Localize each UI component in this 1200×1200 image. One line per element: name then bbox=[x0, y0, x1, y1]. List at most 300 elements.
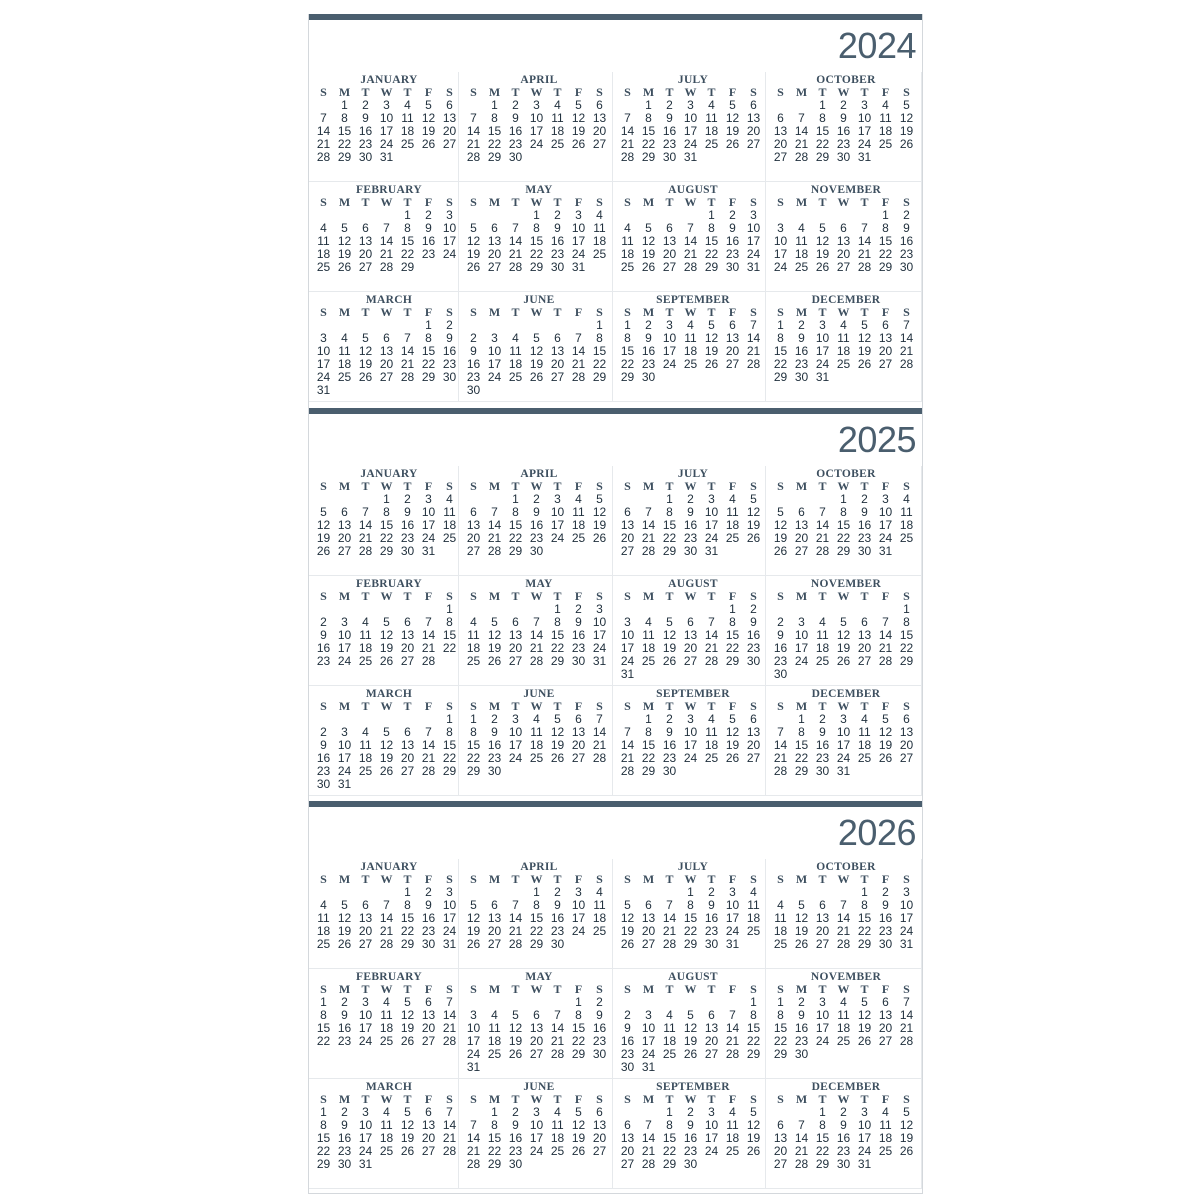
day-cell: 6 bbox=[512, 615, 519, 629]
day-cell: 11 bbox=[572, 505, 585, 519]
day-cell: 12 bbox=[746, 505, 761, 519]
day-cell: 14 bbox=[508, 911, 523, 925]
day-cell: 7 bbox=[446, 995, 453, 1009]
day-cell: 8 bbox=[687, 898, 694, 912]
day-cell: 4 bbox=[533, 712, 540, 726]
day-cell: 6 bbox=[624, 1118, 631, 1132]
day-cell: 11 bbox=[593, 898, 606, 912]
day-cell: 4 bbox=[903, 492, 910, 506]
weekday-label: T bbox=[860, 479, 869, 493]
day-cell: 25 bbox=[529, 751, 544, 765]
day-cell: 16 bbox=[571, 628, 586, 642]
day-cell: 1 bbox=[320, 1105, 327, 1119]
day-cell: 5 bbox=[425, 98, 432, 112]
day-cell: 28 bbox=[878, 654, 893, 668]
day-cell: 17 bbox=[725, 911, 740, 925]
day-cell: 11 bbox=[747, 898, 760, 912]
day-cell: 11 bbox=[593, 221, 606, 235]
weekday-label: M bbox=[795, 699, 808, 713]
weekday-label: W bbox=[837, 982, 850, 996]
day-cell: 18 bbox=[571, 518, 586, 532]
day-cell: 6 bbox=[819, 898, 826, 912]
day-cell: 21 bbox=[550, 1034, 565, 1048]
month-name: APRIL bbox=[520, 74, 558, 86]
day-cell: 24 bbox=[773, 260, 788, 274]
day-cell: 15 bbox=[878, 234, 893, 248]
day-cell: 21 bbox=[794, 137, 809, 151]
weekday-label: S bbox=[320, 699, 327, 713]
day-cell: 3 bbox=[341, 725, 348, 739]
month-october bbox=[766, 72, 922, 182]
day-cell: 14 bbox=[815, 518, 830, 532]
day-grid bbox=[463, 590, 613, 668]
day-cell: 20 bbox=[857, 641, 872, 655]
day-cell: 24 bbox=[508, 751, 523, 765]
day-cell: 8 bbox=[882, 221, 889, 235]
day-cell: 11 bbox=[705, 111, 718, 125]
day-cell: 12 bbox=[620, 911, 635, 925]
day-cell: 19 bbox=[316, 531, 331, 545]
day-grid bbox=[770, 590, 920, 681]
day-cell: 29 bbox=[815, 150, 830, 164]
day-cell: 9 bbox=[512, 111, 519, 125]
day-cell: 11 bbox=[774, 911, 787, 925]
day-cell: 27 bbox=[620, 544, 635, 558]
day-cell: 3 bbox=[512, 712, 519, 726]
day-cell: 19 bbox=[662, 641, 677, 655]
weekday-label: S bbox=[777, 982, 784, 996]
day-cell: 11 bbox=[837, 331, 850, 345]
day-cell: 25 bbox=[773, 937, 788, 951]
day-cell: 4 bbox=[861, 712, 868, 726]
weekday-label: W bbox=[684, 195, 697, 209]
day-cell: 26 bbox=[466, 260, 481, 274]
day-cell: 15 bbox=[641, 738, 656, 752]
day-cell: 12 bbox=[529, 344, 544, 358]
day-cell: 20 bbox=[400, 751, 415, 765]
day-cell: 17 bbox=[836, 738, 851, 752]
weekday-label: W bbox=[684, 85, 697, 99]
weekday-label: T bbox=[818, 479, 827, 493]
weekday-label: F bbox=[574, 699, 583, 713]
day-cell: 26 bbox=[421, 137, 436, 151]
day-grid bbox=[313, 873, 463, 951]
weekday-label: F bbox=[574, 305, 583, 319]
day-cell: 14 bbox=[641, 518, 656, 532]
day-cell: 19 bbox=[725, 124, 740, 138]
weekday-label: W bbox=[684, 479, 697, 493]
day-cell: 9 bbox=[554, 898, 561, 912]
day-cell: 18 bbox=[683, 344, 698, 358]
day-cell: 24 bbox=[878, 531, 893, 545]
day-cell: 4 bbox=[750, 885, 757, 899]
weekday-label: T bbox=[361, 982, 370, 996]
day-cell: 23 bbox=[316, 764, 331, 778]
day-cell: 30 bbox=[662, 764, 677, 778]
month-name: APRIL bbox=[520, 861, 558, 873]
month-name: JANUARY bbox=[360, 468, 418, 480]
day-cell: 12 bbox=[773, 518, 788, 532]
day-cell: 11 bbox=[705, 725, 718, 739]
day-cell: 2 bbox=[687, 1105, 694, 1119]
month-name: JUNE bbox=[523, 294, 555, 306]
day-cell: 12 bbox=[316, 518, 331, 532]
day-cell: 23 bbox=[857, 531, 872, 545]
day-cell: 19 bbox=[857, 344, 872, 358]
day-cell: 6 bbox=[425, 1105, 432, 1119]
month-january bbox=[309, 72, 459, 182]
day-cell: 25 bbox=[704, 751, 719, 765]
day-cell: 22 bbox=[899, 641, 914, 655]
day-cell: 6 bbox=[404, 725, 411, 739]
day-cell: 16 bbox=[794, 344, 809, 358]
day-cell: 1 bbox=[512, 492, 519, 506]
day-cell: 29 bbox=[400, 937, 415, 951]
day-grid bbox=[463, 700, 613, 778]
day-cell: 13 bbox=[815, 911, 830, 925]
day-cell: 1 bbox=[554, 602, 561, 616]
day-cell: 7 bbox=[470, 1118, 477, 1132]
day-cell: 16 bbox=[857, 518, 872, 532]
day-grid bbox=[617, 873, 767, 951]
day-cell: 13 bbox=[592, 1118, 607, 1132]
day-cell: 13 bbox=[836, 234, 851, 248]
day-cell: 13 bbox=[442, 111, 457, 125]
day-cell: 24 bbox=[815, 1034, 830, 1048]
day-cell: 27 bbox=[704, 1047, 719, 1061]
weekday-label: W bbox=[530, 85, 543, 99]
day-cell: 5 bbox=[512, 1008, 519, 1022]
month-october bbox=[766, 859, 922, 969]
weekday-label: F bbox=[424, 479, 433, 493]
day-cell: 23 bbox=[725, 247, 740, 261]
day-cell: 22 bbox=[773, 357, 788, 371]
month-april bbox=[459, 72, 613, 182]
day-cell: 19 bbox=[508, 1034, 523, 1048]
day-cell: 17 bbox=[794, 641, 809, 655]
weekday-label: T bbox=[707, 479, 716, 493]
weekday-label: S bbox=[777, 699, 784, 713]
day-cell: 23 bbox=[662, 137, 677, 151]
day-cell: 3 bbox=[882, 492, 889, 506]
day-cell: 25 bbox=[466, 654, 481, 668]
day-cell: 2 bbox=[554, 885, 561, 899]
weekday-label: S bbox=[470, 982, 477, 996]
weekday-label: T bbox=[818, 85, 827, 99]
day-cell: 6 bbox=[362, 221, 369, 235]
day-cell: 2 bbox=[729, 208, 736, 222]
day-cell: 9 bbox=[446, 331, 453, 345]
day-cell: 15 bbox=[815, 1131, 830, 1145]
day-cell: 31 bbox=[899, 937, 914, 951]
month-name: FEBRUARY bbox=[356, 578, 422, 590]
month-may bbox=[459, 969, 613, 1079]
day-cell: 10 bbox=[337, 628, 352, 642]
day-cell: 4 bbox=[446, 492, 453, 506]
day-cell: 9 bbox=[624, 1021, 631, 1035]
day-cell: 1 bbox=[533, 208, 540, 222]
day-cell: 24 bbox=[592, 641, 607, 655]
day-cell: 7 bbox=[777, 725, 784, 739]
day-cell: 21 bbox=[571, 357, 586, 371]
day-cell: 5 bbox=[320, 505, 327, 519]
weekday-label: S bbox=[750, 479, 757, 493]
day-cell: 1 bbox=[798, 712, 805, 726]
day-cell: 8 bbox=[777, 1008, 784, 1022]
day-cell: 12 bbox=[899, 111, 914, 125]
month-name: AUGUST bbox=[668, 578, 718, 590]
weekday-label: F bbox=[728, 589, 737, 603]
day-cell: 25 bbox=[683, 357, 698, 371]
day-cell: 4 bbox=[404, 98, 411, 112]
weekday-label: T bbox=[665, 699, 674, 713]
day-cell: 26 bbox=[571, 1144, 586, 1158]
day-cell: 18 bbox=[358, 751, 373, 765]
day-cell: 5 bbox=[861, 995, 868, 1009]
day-cell: 25 bbox=[878, 137, 893, 151]
day-cell: 2 bbox=[320, 615, 327, 629]
weekday-label: T bbox=[361, 85, 370, 99]
day-cell: 3 bbox=[425, 492, 432, 506]
weekday-label: M bbox=[642, 589, 655, 603]
day-cell: 2 bbox=[882, 885, 889, 899]
day-cell: 5 bbox=[750, 492, 757, 506]
day-cell: 2 bbox=[750, 602, 757, 616]
day-cell: 30 bbox=[529, 544, 544, 558]
day-cell: 12 bbox=[704, 331, 719, 345]
day-cell: 26 bbox=[899, 137, 914, 151]
day-cell: 17 bbox=[592, 628, 607, 642]
day-cell: 1 bbox=[470, 712, 477, 726]
day-cell: 4 bbox=[840, 318, 847, 332]
weekday-label: S bbox=[596, 699, 603, 713]
day-cell: 5 bbox=[470, 898, 477, 912]
day-cell: 27 bbox=[529, 1047, 544, 1061]
day-cell: 19 bbox=[746, 518, 761, 532]
day-grid bbox=[770, 700, 920, 778]
day-cell: 21 bbox=[529, 641, 544, 655]
day-cell: 10 bbox=[746, 221, 761, 235]
weekday-label: F bbox=[728, 195, 737, 209]
day-cell: 21 bbox=[815, 531, 830, 545]
day-cell: 31 bbox=[815, 370, 830, 384]
day-cell: 9 bbox=[554, 221, 561, 235]
weekday-label: S bbox=[446, 699, 453, 713]
weekday-label: M bbox=[642, 479, 655, 493]
day-cell: 3 bbox=[840, 712, 847, 726]
weekday-label: S bbox=[750, 699, 757, 713]
day-cell: 24 bbox=[704, 1144, 719, 1158]
day-cell: 21 bbox=[592, 738, 607, 752]
day-cell: 17 bbox=[442, 234, 457, 248]
day-cell: 26 bbox=[725, 751, 740, 765]
day-cell: 29 bbox=[725, 654, 740, 668]
day-cell: 10 bbox=[358, 1008, 373, 1022]
day-cell: 22 bbox=[725, 641, 740, 655]
day-cell: 10 bbox=[529, 1118, 544, 1132]
weekday-label: F bbox=[728, 1092, 737, 1106]
day-cell: 15 bbox=[316, 1131, 331, 1145]
day-cell: 30 bbox=[550, 260, 565, 274]
day-cell: 18 bbox=[508, 357, 523, 371]
day-cell: 15 bbox=[529, 234, 544, 248]
weekday-label: S bbox=[624, 479, 631, 493]
weekday-label: T bbox=[403, 872, 412, 886]
day-cell: 22 bbox=[641, 751, 656, 765]
day-cell: 27 bbox=[508, 654, 523, 668]
day-cell: 24 bbox=[358, 1144, 373, 1158]
day-cell: 23 bbox=[508, 137, 523, 151]
day-cell: 27 bbox=[857, 654, 872, 668]
day-cell: 9 bbox=[645, 331, 652, 345]
day-cell: 9 bbox=[533, 505, 540, 519]
day-cell: 15 bbox=[662, 1131, 677, 1145]
day-cell: 5 bbox=[341, 898, 348, 912]
day-cell: 19 bbox=[857, 1021, 872, 1035]
day-cell: 30 bbox=[878, 937, 893, 951]
day-cell: 16 bbox=[337, 1021, 352, 1035]
day-cell: 16 bbox=[746, 628, 761, 642]
day-cell: 16 bbox=[592, 1021, 607, 1035]
day-cell: 6 bbox=[575, 712, 582, 726]
day-cell: 12 bbox=[400, 1118, 415, 1132]
day-cell: 25 bbox=[725, 1144, 740, 1158]
day-cell: 27 bbox=[487, 937, 502, 951]
weekday-label: S bbox=[446, 982, 453, 996]
day-cell: 13 bbox=[358, 234, 373, 248]
day-cell: 23 bbox=[316, 654, 331, 668]
day-cell: 19 bbox=[550, 738, 565, 752]
day-cell: 31 bbox=[725, 937, 740, 951]
day-cell: 12 bbox=[899, 1118, 914, 1132]
day-cell: 23 bbox=[550, 924, 565, 938]
day-cell: 27 bbox=[878, 357, 893, 371]
year-divider-bar bbox=[309, 801, 922, 807]
day-cell: 16 bbox=[421, 911, 436, 925]
day-cell: 2 bbox=[777, 615, 784, 629]
day-cell: 1 bbox=[320, 995, 327, 1009]
day-cell: 20 bbox=[773, 137, 788, 151]
day-cell: 24 bbox=[641, 1047, 656, 1061]
day-cell: 31 bbox=[316, 383, 331, 397]
day-cell: 1 bbox=[425, 318, 432, 332]
month-november bbox=[766, 576, 922, 686]
weekday-label: M bbox=[338, 195, 351, 209]
weekday-label: W bbox=[530, 872, 543, 886]
day-cell: 24 bbox=[857, 1144, 872, 1158]
day-cell: 19 bbox=[725, 738, 740, 752]
day-cell: 28 bbox=[620, 764, 635, 778]
weekday-label: M bbox=[642, 305, 655, 319]
day-cell: 8 bbox=[596, 331, 603, 345]
day-cell: 3 bbox=[729, 885, 736, 899]
month-name: SEPTEMBER bbox=[656, 1081, 730, 1093]
month-september bbox=[613, 686, 766, 796]
day-cell: 5 bbox=[554, 712, 561, 726]
weekday-label: S bbox=[470, 195, 477, 209]
weekday-label: M bbox=[642, 195, 655, 209]
day-cell: 24 bbox=[466, 1047, 481, 1061]
day-cell: 26 bbox=[379, 654, 394, 668]
day-cell: 24 bbox=[529, 1144, 544, 1158]
calendar-sheet bbox=[308, 14, 923, 1194]
day-cell: 22 bbox=[683, 924, 698, 938]
year-divider-bar bbox=[309, 408, 922, 414]
day-cell: 25 bbox=[857, 751, 872, 765]
weekday-label: S bbox=[470, 872, 477, 886]
month-july bbox=[613, 466, 766, 576]
day-cell: 10 bbox=[571, 221, 586, 235]
weekday-label: T bbox=[361, 589, 370, 603]
day-cell: 7 bbox=[729, 1008, 736, 1022]
day-cell: 21 bbox=[487, 531, 502, 545]
day-cell: 3 bbox=[708, 492, 715, 506]
day-cell: 17 bbox=[683, 124, 698, 138]
month-name: MARCH bbox=[365, 294, 413, 306]
day-cell: 15 bbox=[620, 344, 635, 358]
day-cell: 9 bbox=[666, 111, 673, 125]
day-cell: 12 bbox=[400, 1008, 415, 1022]
weekday-label: T bbox=[860, 589, 869, 603]
day-cell: 5 bbox=[491, 615, 498, 629]
day-cell: 26 bbox=[662, 654, 677, 668]
day-cell: 7 bbox=[596, 712, 603, 726]
month-february bbox=[309, 182, 459, 292]
weekday-label: F bbox=[881, 872, 890, 886]
day-cell: 18 bbox=[592, 234, 607, 248]
day-cell: 9 bbox=[575, 615, 582, 629]
day-cell: 26 bbox=[508, 1047, 523, 1061]
day-cell: 11 bbox=[900, 505, 913, 519]
day-cell: 14 bbox=[683, 234, 698, 248]
day-cell: 19 bbox=[400, 1021, 415, 1035]
month-name: MAY bbox=[525, 184, 553, 196]
day-cell: 9 bbox=[903, 221, 910, 235]
day-cell: 30 bbox=[442, 370, 457, 384]
weekday-label: S bbox=[446, 195, 453, 209]
day-cell: 9 bbox=[750, 615, 757, 629]
day-cell: 7 bbox=[624, 725, 631, 739]
weekday-label: T bbox=[707, 589, 716, 603]
day-cell: 16 bbox=[899, 234, 914, 248]
day-cell: 3 bbox=[491, 331, 498, 345]
day-cell: 14 bbox=[379, 234, 394, 248]
day-grid bbox=[313, 1093, 463, 1171]
day-cell: 7 bbox=[491, 505, 498, 519]
weekday-label: S bbox=[777, 195, 784, 209]
day-cell: 13 bbox=[487, 234, 502, 248]
day-cell: 29 bbox=[878, 260, 893, 274]
weekday-label: W bbox=[837, 479, 850, 493]
day-cell: 29 bbox=[508, 544, 523, 558]
day-cell: 1 bbox=[750, 995, 757, 1009]
day-cell: 22 bbox=[878, 247, 893, 261]
day-cell: 5 bbox=[903, 1105, 910, 1119]
day-cell: 6 bbox=[470, 505, 477, 519]
day-cell: 2 bbox=[596, 995, 603, 1009]
day-cell: 5 bbox=[687, 1008, 694, 1022]
weekday-label: S bbox=[903, 872, 910, 886]
day-cell: 16 bbox=[550, 234, 565, 248]
day-cell: 6 bbox=[882, 995, 889, 1009]
day-cell: 12 bbox=[857, 331, 872, 345]
day-cell: 12 bbox=[337, 911, 352, 925]
weekday-label: T bbox=[511, 589, 520, 603]
day-grid bbox=[770, 196, 920, 274]
day-cell: 17 bbox=[379, 124, 394, 138]
day-cell: 3 bbox=[575, 208, 582, 222]
weekday-label: S bbox=[903, 1092, 910, 1106]
